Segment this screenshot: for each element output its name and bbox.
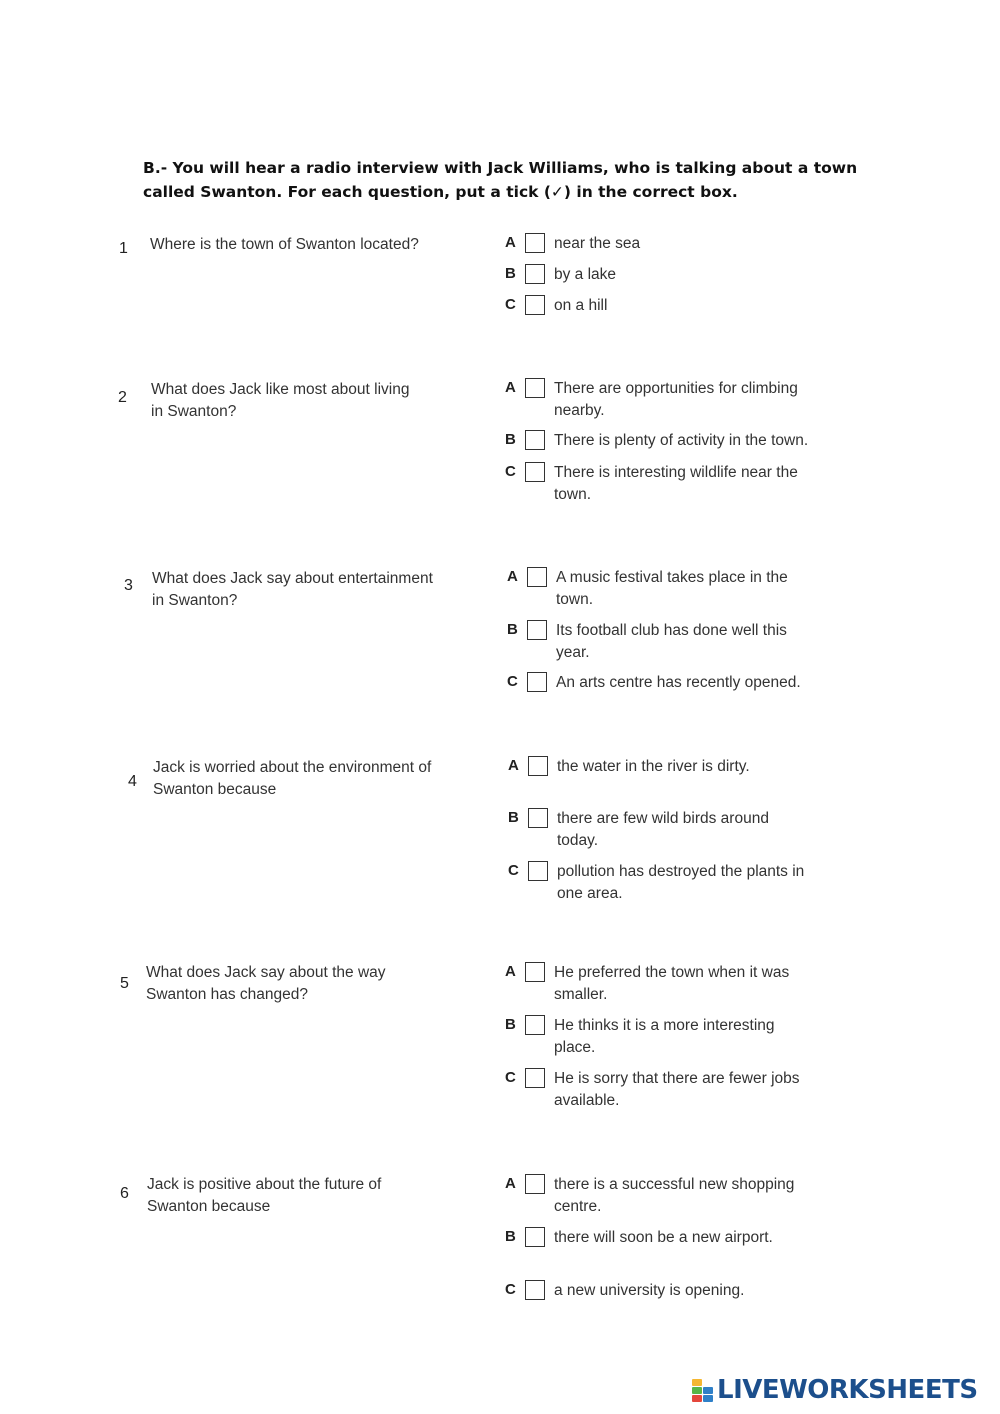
option-letter: B <box>507 621 518 638</box>
question-number: 3 <box>124 577 133 594</box>
answer-checkbox[interactable] <box>525 430 545 450</box>
option-letter: B <box>505 265 516 282</box>
option-text: He is sorry that there are fewer jobs available. <box>554 1070 800 1109</box>
option-text: there is a successful new shopping centre. <box>554 1176 795 1215</box>
question-text: What does Jack say about entertainment in Swanton? <box>152 570 433 609</box>
liveworksheets-logo-icon <box>692 1377 714 1403</box>
instructions-line-1: B.- You will hear a radio interview with Jack Williams, who is talking about a town <box>143 159 858 177</box>
option-letter: A <box>505 1175 516 1192</box>
option-letter: A <box>505 963 516 980</box>
option-text: near the sea <box>554 235 641 252</box>
option-text: pollution has destroyed the plants in one area. <box>557 863 805 902</box>
question-number: 4 <box>128 773 137 790</box>
option-text: There is interesting wildlife near the town. <box>554 464 798 503</box>
logo-block-blue <box>703 1387 713 1394</box>
liveworksheets-brand <box>692 1373 978 1407</box>
answer-checkbox[interactable] <box>527 620 547 640</box>
answer-checkbox[interactable] <box>525 295 545 315</box>
option-letter: A <box>507 568 518 585</box>
answer-checkbox[interactable] <box>525 462 545 482</box>
logo-block-green <box>692 1387 702 1394</box>
instructions <box>143 156 858 204</box>
option-letter: C <box>507 673 518 690</box>
answer-checkbox[interactable] <box>528 861 548 881</box>
option-letter: C <box>505 463 516 480</box>
question-number: 1 <box>119 240 128 257</box>
answer-checkbox[interactable] <box>525 1280 545 1300</box>
answer-checkbox[interactable] <box>525 233 545 253</box>
option-text: there are few wild birds around today. <box>557 810 769 849</box>
answer-checkbox[interactable] <box>525 1068 545 1088</box>
answer-checkbox[interactable] <box>525 264 545 284</box>
logo-block-yellow <box>692 1379 702 1386</box>
logo-block-red <box>692 1395 702 1402</box>
option-letter: C <box>505 1069 516 1086</box>
answer-checkbox[interactable] <box>525 378 545 398</box>
option-letter: A <box>508 757 519 774</box>
option-text: He thinks it is a more interesting place. <box>554 1017 775 1056</box>
option-letter: B <box>505 431 516 448</box>
option-text: Its football club has done well this year. <box>556 622 787 661</box>
answer-checkbox[interactable] <box>527 567 547 587</box>
question-text: Jack is worried about the environment of Swanton because <box>153 759 432 798</box>
logo-block-blue-2 <box>703 1395 713 1402</box>
option-letter: C <box>505 1281 516 1298</box>
question-number: 5 <box>120 975 129 992</box>
option-text: There is plenty of activity in the town. <box>554 432 809 449</box>
option-text: the water in the river is dirty. <box>557 758 750 775</box>
option-letter: A <box>505 379 516 396</box>
question-number: 6 <box>120 1185 129 1202</box>
option-letter: C <box>505 296 516 313</box>
answer-checkbox[interactable] <box>525 1227 545 1247</box>
question-text: Where is the town of Swanton located? <box>150 236 419 253</box>
option-text: by a lake <box>554 266 617 283</box>
answer-checkbox[interactable] <box>528 756 548 776</box>
option-letter: A <box>505 234 516 251</box>
question-text: What does Jack like most about living in Swanton? <box>151 381 410 420</box>
instructions-line-2: called Swanton. For each question, put a tick (✓) in the correct box. <box>143 183 738 201</box>
answer-checkbox[interactable] <box>525 1015 545 1035</box>
question-text: Jack is positive about the future of Swanton because <box>147 1176 382 1215</box>
option-text: there will soon be a new airport. <box>554 1229 773 1246</box>
option-text: a new university is opening. <box>554 1282 745 1299</box>
answer-checkbox[interactable] <box>527 672 547 692</box>
option-letter: B <box>508 809 519 826</box>
option-text: A music festival takes place in the town. <box>556 569 788 608</box>
option-text: There are opportunities for climbing nearby. <box>554 380 798 419</box>
option-letter: B <box>505 1016 516 1033</box>
question-number: 2 <box>118 389 127 406</box>
brand-name: LIVEWORKSHEETS <box>717 1375 978 1405</box>
option-text: on a hill <box>554 297 608 314</box>
option-text: He preferred the town when it was smaller. <box>554 964 790 1003</box>
option-letter: B <box>505 1228 516 1245</box>
option-text: An arts centre has recently opened. <box>556 674 801 691</box>
option-letter: C <box>508 862 519 879</box>
answer-checkbox[interactable] <box>525 1174 545 1194</box>
question-text: What does Jack say about the way Swanton has changed? <box>146 964 386 1003</box>
answer-checkbox[interactable] <box>525 962 545 982</box>
answer-checkbox[interactable] <box>528 808 548 828</box>
